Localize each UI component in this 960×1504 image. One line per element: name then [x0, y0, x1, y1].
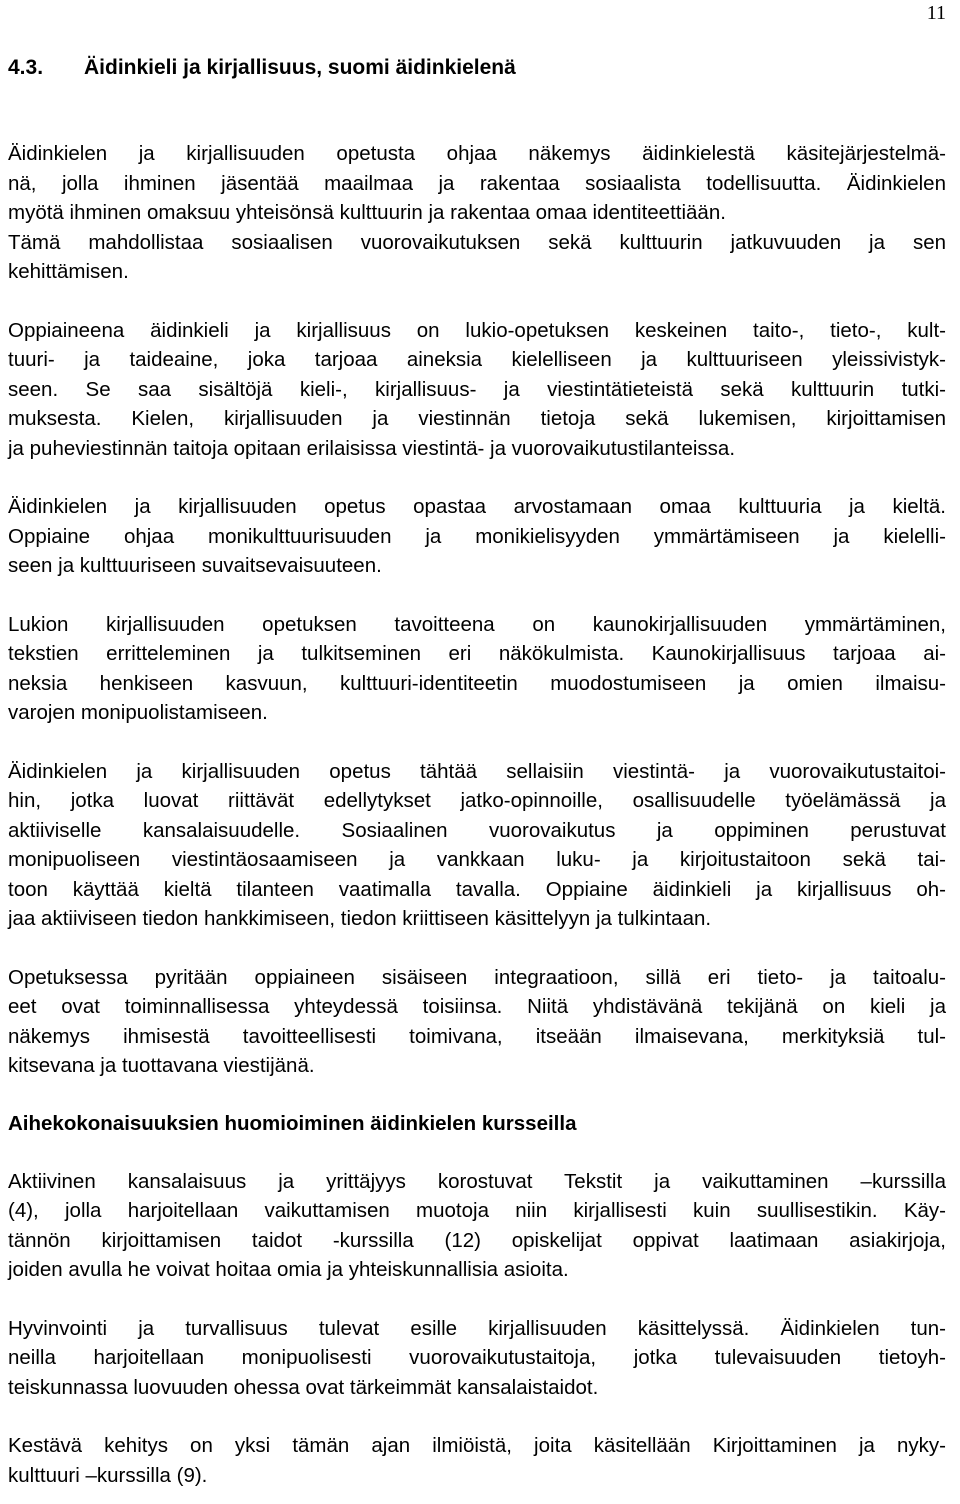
text-line: neilla harjoitellaan monipuolisesti vuorovaikutustaitoja, jotka tulevaisuuden tietoyh-: [8, 1346, 946, 1369]
text-line: tännön kirjoittamisen taidot -kurssilla (12) opiskelijat oppivat laatimaan asiakirjoja,: [8, 1228, 946, 1252]
subheading: Aihekokonaisuuksien huomioiminen äidinkielen kursseilla: [8, 1111, 577, 1135]
text-line: teiskunnassa luovuuden ohessa ovat tärkeimmät kansalaistaidot.: [8, 1375, 599, 1399]
text-line: muksesta. Kielen, kirjallisuuden ja viestinnän tietoja sekä lukemisen, kirjoittamisen: [8, 407, 946, 430]
text-line: seen. Se saa sisältöjä kieli-, kirjallisuus- ja viestintätieteistä sekä kulttuurin tutki-: [8, 377, 946, 401]
text-line: myötä ihminen omaksuu yhteisönsä kulttuurin ja rakentaa omaa identiteettiään.: [8, 201, 726, 224]
text-line: eet ovat toiminnallisessa yhteydessä toisiinsa. Niitä yhdistävänä tekijänä on kieli ja: [8, 995, 946, 1018]
section-number: 4.3.: [8, 56, 44, 79]
text-line: tekstien erritteleminen ja tulkitseminen eri näkökulmista. Kaunokirjallisuus tarjoaa ai-: [8, 642, 946, 665]
section-heading: [8, 51, 946, 85]
text-line: Kestävä kehitys on yksi tämän ajan ilmiöistä, joita käsitellään Kirjoittaminen ja nyky-: [8, 1434, 946, 1457]
text-line: monipuoliseen viestintäosaamiseen ja vankkaan luku- ja kirjoitustaitoon sekä tai-: [8, 848, 946, 871]
paragraph: [8, 757, 946, 934]
text-line: näkemys ihmisestä tavoitteellisesti toimivana, itseään ilmaisevana, merkityksiä tul-: [8, 1024, 946, 1048]
text-line: Oppiaineena äidinkieli ja kirjallisuus on lukio-opetuksen keskeinen taito-, tieto-, kult-: [8, 318, 946, 342]
paragraph: [8, 963, 946, 1081]
paragraph: [8, 139, 946, 287]
text-line: hin, jotka luovat riittävät edellytykset jatko-opinnoille, osallisuudelle työelämässä ja: [8, 789, 946, 812]
text-line: Hyvinvointi ja turvallisuus tulevat esille kirjallisuuden käsittelyssä. Äidinkielen tun-: [8, 1316, 946, 1340]
text-line: Äidinkielen ja kirjallisuuden opetus opastaa arvostamaan omaa kulttuuria ja kieltä.: [8, 495, 946, 518]
text-line: seen ja kulttuuriseen suvaitsevaisuuteen.: [8, 554, 382, 577]
text-line: kehittämisen.: [8, 260, 129, 283]
text-line: varojen monipuolistamiseen.: [8, 701, 268, 724]
text-line: toon käyttää kieltä tilanteen vaatimalla tavalla. Oppiaine äidinkieli ja kirjallisuus oh-: [8, 877, 946, 901]
section-title: Äidinkieli ja kirjallisuus, suomi äidinkielenä: [84, 56, 516, 79]
text-line: Tämä mahdollistaa sosiaalisen vuorovaikutuksen sekä kulttuurin jatkuvuuden ja sen: [8, 230, 946, 254]
text-line: tuuri- ja taideaine, joka tarjoaa aineksia kielelliseen ja kulttuuriseen yleissivistyk-: [8, 348, 946, 371]
paragraph: [8, 492, 946, 581]
paragraph: [8, 1167, 946, 1285]
paragraph: [8, 1431, 946, 1490]
text-line: Lukion kirjallisuuden opetuksen tavoitteena on kaunokirjallisuuden ymmärtäminen,: [8, 612, 946, 636]
text-line: Aktiivinen kansalaisuus ja yrittäjyys korostuvat Tekstit ja vaikuttaminen –kurssilla: [8, 1169, 946, 1193]
paragraph: [8, 1314, 946, 1403]
text-line: neksia henkiseen kasvuun, kulttuuri-identiteetin muodostumiseen ja omien ilmaisu-: [8, 671, 946, 695]
text-line: nä, jolla ihminen jäsentää maailmaa ja rakentaa sosiaalista todellisuutta. Äidinkielen: [8, 171, 946, 195]
text-line: Opetuksessa pyritään oppiaineen sisäiseen integraatioon, sillä eri tieto- ja taitoalu-: [8, 965, 946, 989]
text-line: kitsevana ja tuottavana viestijänä.: [8, 1054, 315, 1077]
text-line: Äidinkielen ja kirjallisuuden opetusta ohjaa näkemys äidinkielestä käsitejärjestelmä-: [8, 142, 946, 165]
paragraph: [8, 610, 946, 728]
text-line: Äidinkielen ja kirjallisuuden opetus tähtää sellaisiin viestintä- ja vuorovaikutustaitoi-: [8, 759, 946, 783]
text-line: ja puheviestinnän taitoja opitaan erilaisissa viestintä- ja vuorovaikutustilanteissa.: [8, 436, 736, 460]
text-line: (4), jolla harjoitellaan vaikuttamisen muotoja niin kirjallisesti kuin suullisestikin. Käy-: [8, 1199, 946, 1222]
text-line: aktiiviselle kansalaisuudelle. Sosiaalinen vuorovaikutus ja oppiminen perustuvat: [8, 818, 946, 842]
text-line: jaa aktiiviseen tiedon hankkimiseen, tiedon kriittiseen käsittelyyn ja tulkintaan.: [8, 907, 712, 930]
paragraph: [8, 316, 946, 464]
text-line: kulttuuri –kurssilla (9).: [8, 1463, 208, 1487]
text-line: Oppiaine ohjaa monikulttuurisuuden ja monikielisyyden ymmärtämiseen ja kielelli-: [8, 524, 946, 548]
page-number: 11: [926, 2, 946, 24]
document-body: [8, 51, 946, 1490]
text-line: joiden avulla he voivat hoitaa omia ja yhteiskunnallisia asioita.: [8, 1258, 569, 1281]
